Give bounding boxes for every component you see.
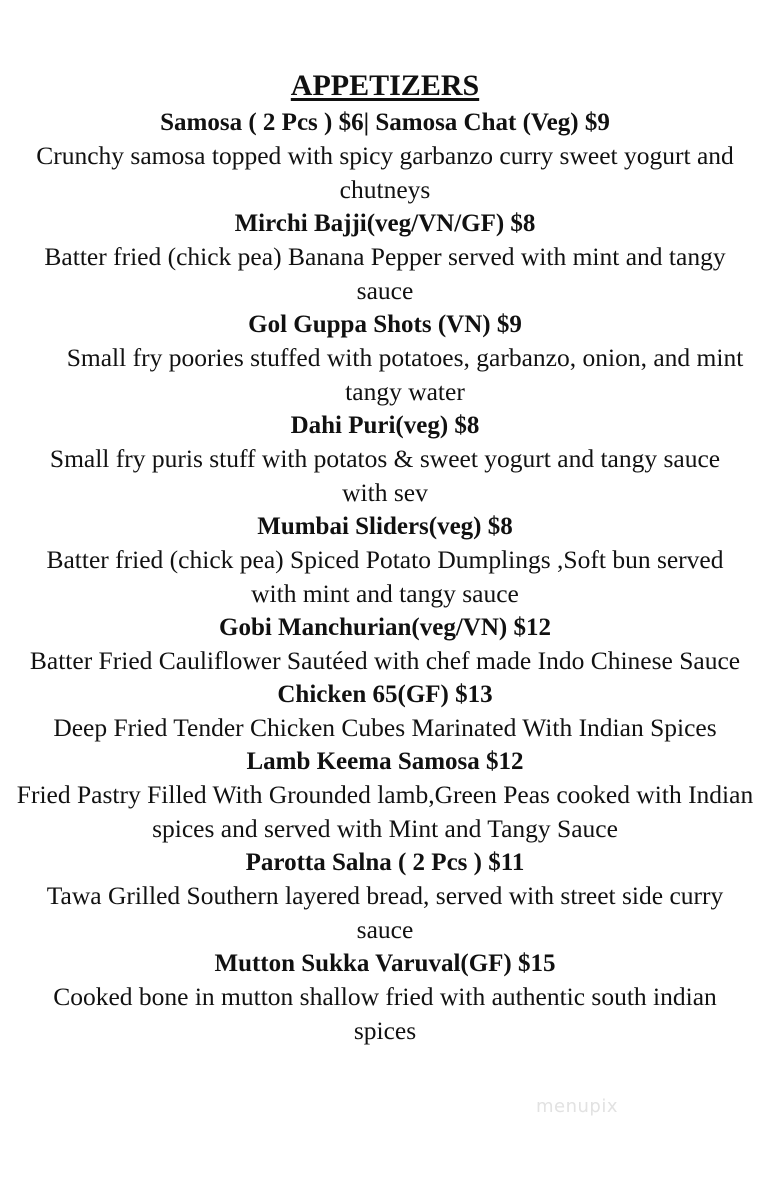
item-description: Batter fried (chick pea) Banana Pepper served with mint and tangy sauce [44,242,726,305]
menu-item-mumbai-sliders [0,510,770,611]
menu-item-mirchi-bajji [0,207,770,308]
menu-item-lamb-keema-samosa [0,745,770,846]
item-description: Small fry poories stuffed with potatoes, garbanzo, onion, and mint tangy water [66,343,744,406]
item-description: Tawa Grilled Southern layered bread, served with street side curry sauce [46,881,724,944]
item-description: Small fry puris stuff with potatos & sweet yogurt and tangy sauce with sev [49,444,721,507]
menu-item-gobi-manchurian [0,611,770,678]
item-name: Lamb Keema Samosa $12 [246,748,524,775]
item-name: Chicken 65(GF) $13 [277,681,493,708]
item-name: Gobi Manchurian(veg/VN) $12 [219,614,551,641]
menu-page [0,68,770,1048]
item-description: Batter fried (chick pea) Spiced Potato Dumplings ,Soft bun served with mint and tangy sauce [46,545,724,608]
item-name: Dahi Puri(veg) $8 [290,412,480,439]
menu-item-mutton-sukka-varuval [0,947,770,1048]
item-description: Deep Fried Tender Chicken Cubes Marinated With Indian Spices [53,713,717,742]
item-name: Mirchi Bajji(veg/VN/GF) $8 [234,210,536,237]
item-description: Crunchy samosa topped with spicy garbanzo curry sweet yogurt and chutneys [36,141,734,204]
menu-item-samosa [0,106,770,207]
menu-item-parotta-salna [0,846,770,947]
item-description: Fried Pastry Filled With Grounded lamb,Green Peas cooked with Indian spices and served with Mint and Tangy Sauce [16,780,754,843]
section-title: APPETIZERS [290,69,480,102]
item-name: Mumbai Sliders(veg) $8 [257,513,513,540]
menu-item-gol-guppa [0,308,770,409]
menupix-watermark: menupix [536,1096,619,1117]
item-name: Samosa ( 2 Pcs ) $6| Samosa Chat (Veg) $9 [160,109,610,136]
item-description: Batter Fried Cauliflower Sautéed with chef made Indo Chinese Sauce [29,646,741,675]
item-name: Gol Guppa Shots (VN) $9 [248,311,522,338]
item-name: Parotta Salna ( 2 Pcs ) $11 [245,849,525,876]
item-name: Mutton Sukka Varuval(GF) $15 [214,950,556,977]
item-description: Cooked bone in mutton shallow fried with authentic south indian spices [53,982,717,1045]
menu-item-chicken-65 [0,678,770,745]
menu-item-dahi-puri [0,409,770,510]
